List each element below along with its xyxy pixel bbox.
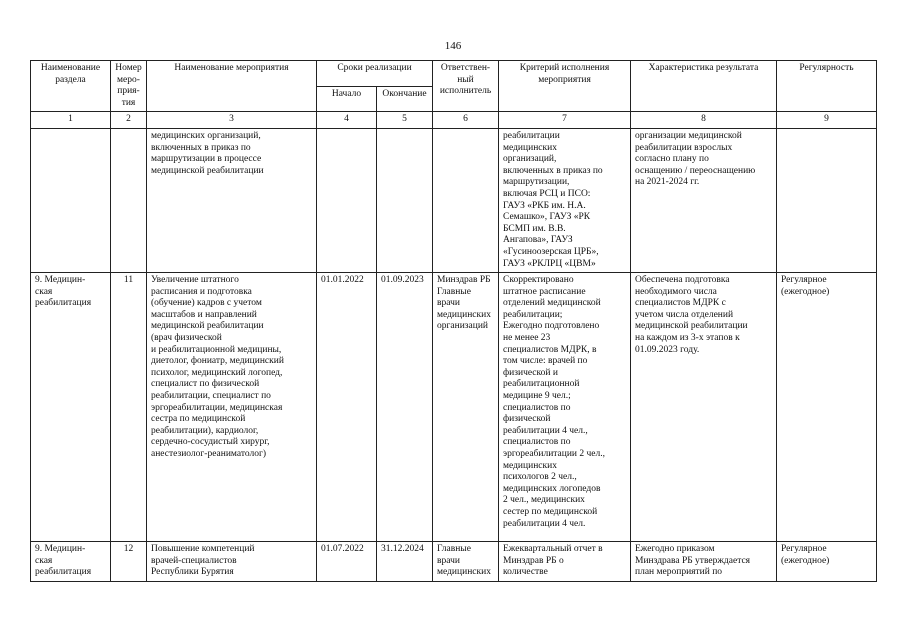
cell-result: организации медицинской реабилитации взрослых согласно плану по оснащению / переоснащению на 2021-2024 гг. <box>631 128 777 272</box>
table-row <box>31 273 877 542</box>
cell-regularity <box>777 128 877 272</box>
header-start: Начало <box>317 86 377 112</box>
cell-executor <box>433 128 499 272</box>
cell-criterion: Ежеквартальный отчет в Минздрав РБ о количестве <box>503 544 603 578</box>
cell-section <box>31 128 111 272</box>
cell-end <box>377 128 433 272</box>
header-end: Окончание <box>377 86 433 112</box>
header-section: Наименование раздела <box>31 61 111 112</box>
cell-event: Повышение компетенций врачей-специалистов Республики Бурятия <box>151 544 255 578</box>
cell-event: Увеличение штатного расписания и подготовка (обучение) кадров с учетом масштабов и направлений медицинской реабилитации (врач физической и реабилитационной медицины, диетолог, фониатр, медицинский психолог, медицинский логопед, специалист по физической реабилитации, специалист по эргореабилитации, медицинская сестра по медицинской реабилитации), кардиолог, сердечно-сосудистый хирург, анестезиолог-реаниматолог) <box>147 273 317 542</box>
cell-event: медицинских организаций, включенных в приказ по маршрутизации в процессе медицинской реабилитации <box>147 128 317 272</box>
cell-section: 9. Медицин- ская реабилитация <box>35 544 92 578</box>
cell-regularity: Регулярное (ежегодное) <box>777 273 877 542</box>
header-event: Наименование мероприятия <box>147 61 317 112</box>
cell-number: 11 <box>111 273 147 542</box>
cell-criterion: Скорректировано штатное расписание отделений медицинской реабилитации; Ежегодно подготовлено не менее 23 специалистов МДРК, в том числе: врачей по физической и реабилитационной медицине 9 чел.; специалистов по физической реабилитации 4 чел., специалистов по эргореабилитации 2 чел., медицинских психологов 2 чел., медицинских логопедов 2 чел., медицинских сестер по медицинской реабилитации 4 чел. <box>499 273 631 542</box>
table-row <box>31 542 877 582</box>
cell-start: 01.01.2022 <box>317 273 377 542</box>
column-number: 9 <box>777 112 877 129</box>
column-number: 8 <box>631 112 777 129</box>
cell-number: 12 <box>123 544 134 555</box>
column-number: 5 <box>377 112 433 129</box>
cell-executor: Минздрав РБ Главные врачи медицинских организаций <box>433 273 499 542</box>
page-number: 146 <box>444 40 462 52</box>
header-number: Номер меро- прия- тия <box>111 61 147 112</box>
column-number: 7 <box>499 112 631 129</box>
header-criterion: Критерий исполнения мероприятия <box>499 61 631 112</box>
cell-criterion: реабилитации медицинских организаций, включенных в приказ по маршрутизации, включая РСЦ и ПСО: ГАУЗ «РКБ им. Н.А. Семашко», ГАУЗ «РК БСМП им. В.В. Ангапова», ГАУЗ «Гусиноозерская ЦРБ», ГАУЗ «РКЛРЦ «ЦВМ» <box>499 128 631 272</box>
column-number: 4 <box>317 112 377 129</box>
cell-end: 31.12.2024 <box>381 544 424 555</box>
events-table <box>30 60 877 582</box>
cell-end: 01.09.2023 <box>377 273 433 542</box>
cell-regularity: Регулярное (ежегодное) <box>781 544 830 566</box>
header-regularity: Регулярность <box>777 61 877 112</box>
column-number: 2 <box>111 112 147 129</box>
cell-executor: Главные врачи медицинских <box>437 544 491 578</box>
cell-result: Ежегодно приказом Минздрава РБ утверждается план мероприятий по <box>635 544 751 578</box>
column-number: 1 <box>31 112 111 129</box>
column-number: 6 <box>433 112 499 129</box>
header-deadlines: Сроки реализации <box>317 61 433 87</box>
cell-number <box>111 128 147 272</box>
header-row <box>31 61 877 87</box>
cell-section: 9. Медицин- ская реабилитация <box>31 273 111 542</box>
cell-start <box>317 128 377 272</box>
cell-start: 01.07.2022 <box>321 544 364 555</box>
header-executor: Ответствен- ный исполнитель <box>433 61 499 112</box>
cell-result: Обеспечена подготовка необходимого числа специалистов МДРК с учетом числа отделений медицинской реабилитации на каждом из 3-х этапов к 01.09.2023 году. <box>631 273 777 542</box>
column-numbers-row <box>31 112 877 129</box>
header-result: Характеристика результата <box>631 61 777 112</box>
table-row <box>31 128 877 272</box>
column-number: 3 <box>147 112 317 129</box>
